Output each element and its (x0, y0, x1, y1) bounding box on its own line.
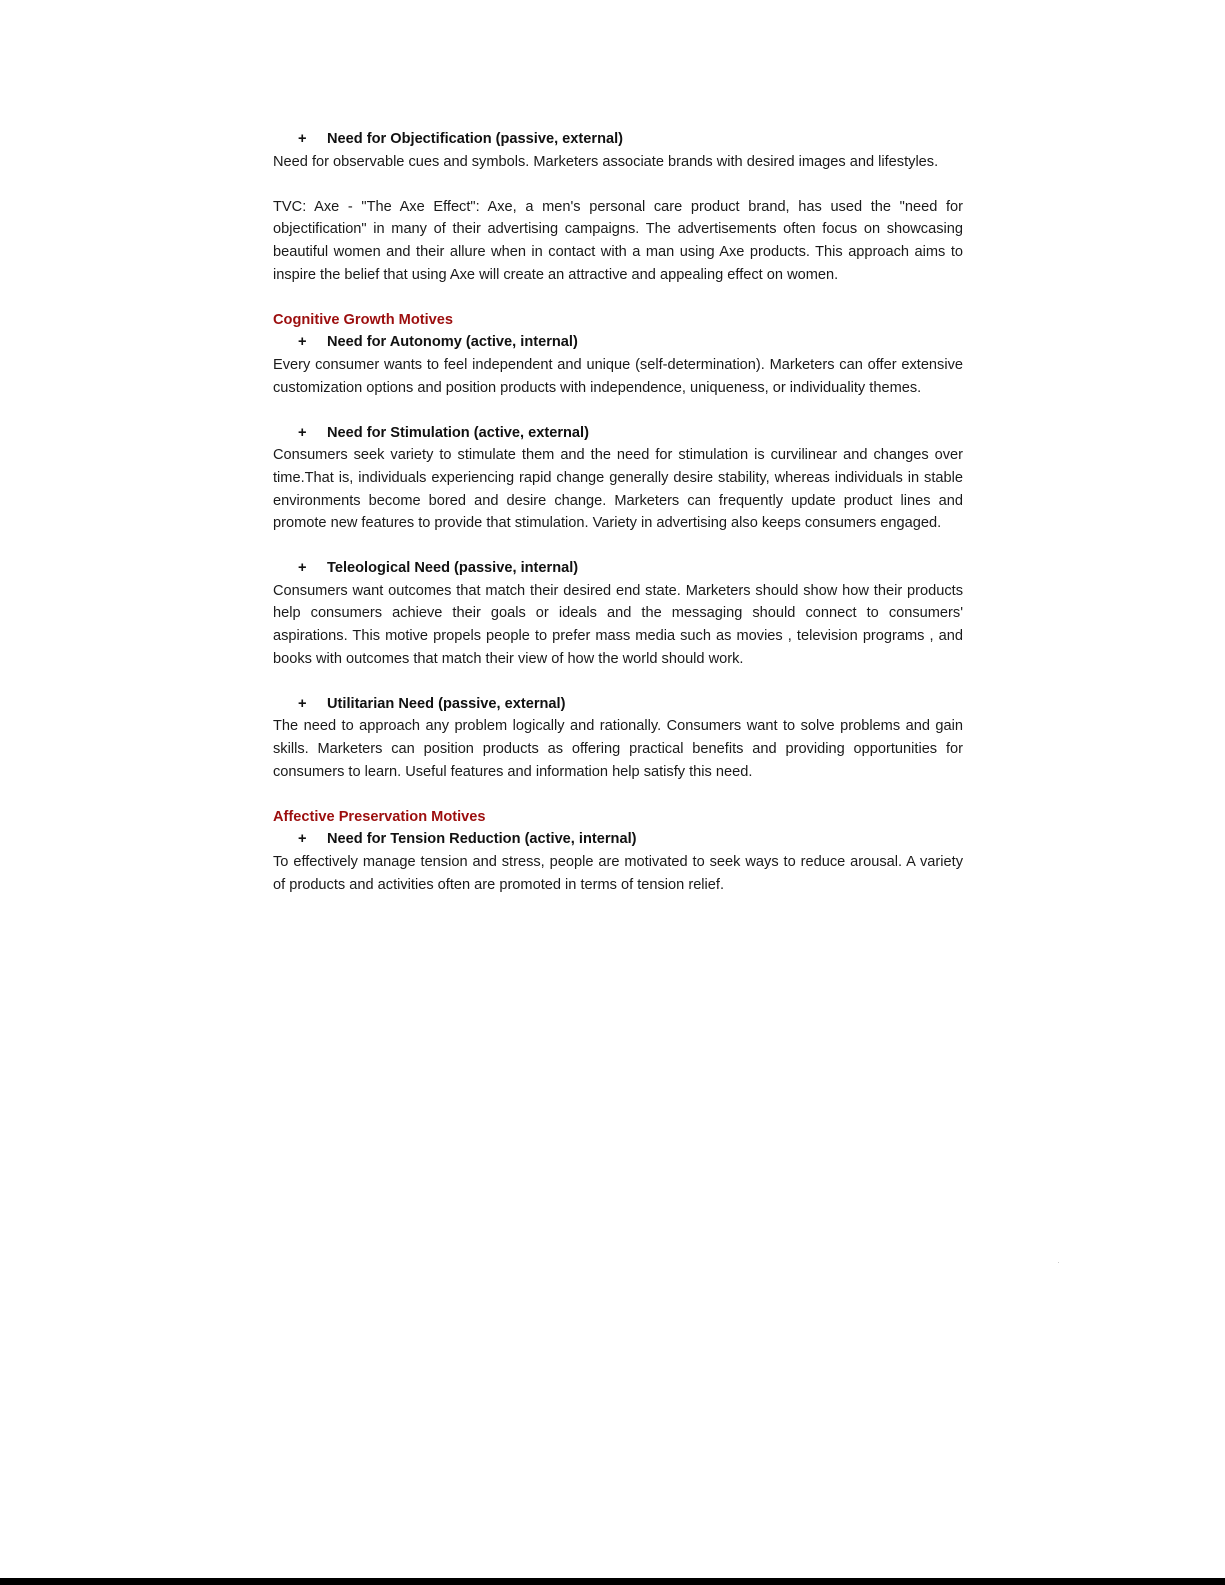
section-heading: Cognitive Growth Motives (273, 311, 453, 328)
body-paragraph: Consumers want outcomes that match their desired end state. Marketers should show how their products help consumers achieve their goals or ideals and the messaging should connect to consumers' aspirations. This motive propels people to prefer mass media such as movies , television programs , and books with outcomes that match their view of how the world should work. (273, 582, 963, 667)
plus-bullet-icon: + (298, 831, 307, 848)
spacer (273, 173, 963, 196)
bullet-item (273, 331, 963, 354)
bullet-item (273, 557, 963, 580)
spacer (273, 399, 963, 422)
body-paragraph: To effectively manage tension and stress, people are motivated to seek ways to reduce arousal. A variety of products and activities often are promoted in terms of tension relief. (273, 854, 963, 893)
body-paragraph: Need for observable cues and symbols. Marketers associate brands with desired images and lifestyles. (273, 153, 939, 170)
bottom-edge-bar (0, 1578, 1225, 1585)
spacer (273, 535, 963, 558)
body-paragraph: Consumers seek variety to stimulate them and the need for stimulation is curvilinear and changes over time.That is, individuals experiencing rapid change generally desire stability, whereas individuals in stable environments become bored and desire change. Marketers can frequently update product lines and promote new features to provide that stimulation. Variety in advertising also keeps consumers engaged. (273, 447, 963, 532)
bullet-item (273, 693, 963, 716)
plus-bullet-icon: + (298, 334, 307, 351)
bullet-label: Need for Tension Reduction (active, internal) (327, 831, 637, 848)
bullet-label: Teleological Need (passive, internal) (327, 560, 579, 577)
bullet-item (273, 128, 963, 151)
body-paragraph: TVC: Axe - "The Axe Effect": Axe, a men's personal care product brand, has used the "need for objectification" in many of their advertising campaigns. The advertisements often focus on showcasing beautiful women and their allure when in contact with a man using Axe products. This approach aims to inspire the belief that using Axe will create an attractive and appealing effect on women. (273, 198, 963, 283)
section-heading: Affective Preservation Motives (273, 808, 486, 825)
document-content (273, 128, 963, 896)
plus-bullet-icon: + (298, 695, 307, 712)
bullet-label: Need for Stimulation (active, external) (327, 424, 589, 441)
body-paragraph: The need to approach any problem logically and rationally. Consumers want to solve problems and gain skills. Marketers can position products as offering practical benefits and providing opportunities for consumers to learn. Useful features and information help satisfy this need. (273, 718, 963, 780)
spacer (273, 286, 963, 309)
spacer (273, 670, 963, 693)
bullet-label: Utilitarian Need (passive, external) (327, 695, 566, 712)
body-paragraph: Every consumer wants to feel independent and unique (self-determination). Marketers can offer extensive customization options and position products with independence, uniqueness, or individuality themes. (273, 356, 963, 396)
plus-bullet-icon: + (298, 424, 307, 441)
plus-bullet-icon: + (298, 560, 307, 577)
plus-bullet-icon: + (298, 131, 307, 147)
bullet-label: Need for Autonomy (active, internal) (327, 334, 578, 351)
spacer (273, 783, 963, 806)
stray-mark (1058, 1262, 1059, 1263)
bullet-label: Need for Objectification (passive, external) (327, 131, 624, 147)
bullet-item (273, 422, 963, 445)
bullet-item (273, 828, 963, 851)
